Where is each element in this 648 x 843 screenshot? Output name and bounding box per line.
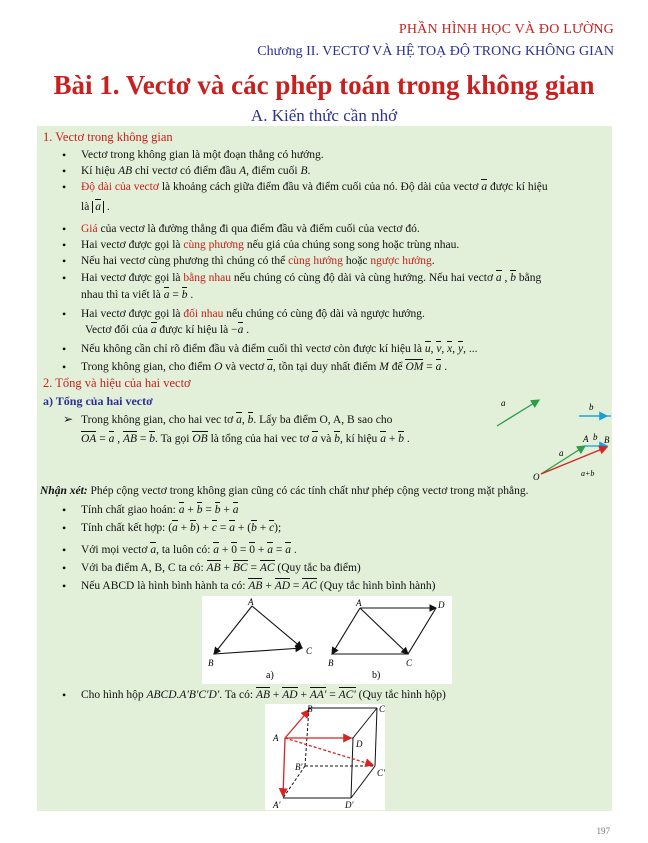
svg-text:A: A [356,598,362,608]
bullet: • [62,238,67,252]
section-subtitle: A. Kiến thức cần nhớ [250,106,398,125]
svg-text:O: O [533,472,540,482]
bullet-text: Nếu không cần chỉ rõ điểm đầu và điểm cuối thì vectơ còn được kí hiệu là u, v, x, y, ... [81,343,478,355]
bullet-text: Vectơ trong không gian là một đoạn thẳng có hướng. [81,149,324,161]
bullet: • [62,148,67,162]
figure-label-b: b) [372,670,381,681]
bullet: • [62,271,67,285]
svg-text:C: C [306,646,313,656]
bullet: • [62,222,67,236]
svg-text:D': D' [345,800,354,810]
svg-text:D: D [356,739,363,749]
bullet: • [62,688,67,702]
svg-text:C': C' [377,768,385,778]
property-zero: Với mọi vectơ a, ta luôn có: a + 0 = 0 + a = a . [81,544,297,556]
svg-text:C: C [379,704,385,714]
page-number: 197 [596,826,610,836]
content-box [37,126,612,811]
vector-sum-figure [479,390,611,482]
property-parallelogram: Nếu ABCD là hình bình hành ta có: AB + AD = AC (Quy tắc hình bình hành) [81,580,436,592]
parallelepiped-figure [265,704,385,810]
bullet-text: nhau thì ta viết là a = b . [81,289,194,301]
section2-heading: 2. Tổng và hiệu của hai vectơ [43,376,191,390]
triangle-parallelogram-figure [202,596,452,684]
bullet: • [62,360,67,374]
section1-heading: 1. Vectơ trong không gian [43,130,173,144]
svg-text:D: D [438,600,445,610]
svg-text:B: B [328,658,334,668]
subsection-a-heading: a) Tổng của hai vectơ [43,394,153,408]
svg-text:B: B [307,704,313,714]
remark-text: Nhận xét: Phép cộng vectơ trong không gian cũng có các tính chất như phép cộng vectơ trong mặt phẳng. [40,485,529,497]
bullet: • [62,342,67,356]
bullet: • [62,579,67,593]
bullet-text: Nếu hai vectơ cùng phương thì chúng có thể cùng hướng hoặc ngược hướng. [81,255,435,267]
svg-text:b: b [593,432,598,442]
svg-text:a+b: a+b [581,469,595,478]
svg-text:A: A [248,597,254,607]
figure-label-a: a) [266,670,274,681]
arrow-bullet: ➢ [63,412,74,426]
svg-text:B: B [604,435,610,445]
bullet-text: Trong không gian, cho điểm O và vectơ a, tồn tại duy nhất điểm M để OM = a . [81,361,448,373]
svg-text:b: b [589,402,594,412]
paragraph-text: Trong không gian, cho hai vec tơ a, b. Lấy ba điểm O, A, B sao cho [81,414,393,426]
bullet: • [62,561,67,575]
svg-text:B: B [208,658,214,668]
bullet: • [62,503,67,517]
property-commutative: Tính chất giao hoán: a + b = b + a [81,504,239,516]
bullet-text: là a . [81,201,110,213]
svg-text:C: C [406,658,413,668]
property-associative: Tính chất kết hợp: (a + b) + c = a + (b + c); [81,522,282,534]
bullet-text: Hai vectơ được gọi là bằng nhau nếu chúng có cùng độ dài và cùng hướng. Nếu hai vectơ a , b bằng [81,272,542,284]
bullet: • [62,164,67,178]
bullet: • [62,307,67,321]
part-header: PHẦN HÌNH HỌC VÀ ĐO LƯỜNG [398,22,614,37]
svg-text:a: a [501,398,506,408]
bullet: • [62,180,67,194]
bullet-text: Kí hiệu AB chỉ vectơ có điểm đầu A, điểm cuối B. [81,165,311,177]
bullet-text: Hai vectơ được gọi là cùng phương nếu giá của chúng song song hoặc trùng nhau. [81,239,460,251]
bullet: • [62,521,67,535]
svg-text:A': A' [273,800,281,810]
svg-text:A: A [583,434,589,444]
bullet-text: Giá của vectơ là đường thẳng đi qua điểm đầu và điểm cuối của vectơ đó. [81,223,420,235]
svg-text:a: a [559,448,564,458]
paragraph-text: OA = a , AB = b. Ta gọi OB là tổng của hai vec tơ a và b, kí hiệu a + b . [81,433,410,445]
bullet: • [62,254,67,268]
svg-text:B': B' [295,762,303,772]
bullet: • [62,543,67,557]
bullet-text: Hai vectơ được gọi là đối nhau nếu chúng có cùng độ dài và ngược hướng. [81,308,425,320]
bullet-text: Vectơ đối của a được kí hiệu là −a . [85,324,250,336]
lesson-title: Bài 1. Vectơ và các phép toán trong không gian [53,70,595,100]
chapter-header: Chương II. VECTƠ VÀ HỆ TOẠ ĐỘ TRONG KHÔNG GIAN [257,44,614,59]
svg-text:A: A [273,733,279,743]
property-three-points: Với ba điểm A, B, C ta có: AB + BC = AC (Quy tắc ba điểm) [81,562,361,574]
bullet-text: Độ dài của vectơ là khoảng cách giữa điểm đầu và điểm cuối của nó. Độ dài của vectơ a được kí hiệu [81,181,548,193]
property-parallelepiped: Cho hình hộp ABCD.A'B'C'D'. Ta có: AB + AD + AA' = AC' (Quy tắc hình hộp) [81,689,446,701]
